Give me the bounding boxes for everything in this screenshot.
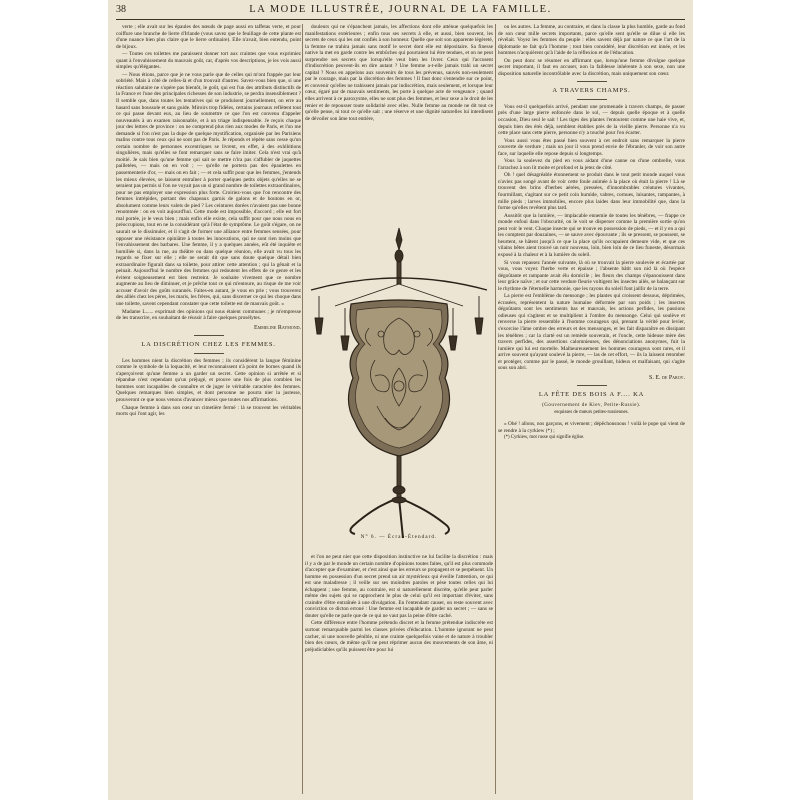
author-signature: S. E. de Parov. bbox=[648, 374, 685, 381]
column-divider-right bbox=[495, 24, 496, 794]
paragraph: Vous la soulevez du pied en vous aidant d'une canne ou d'une ombrelle, vous l'arrachez à son lit moite et profond et la jetez de côté. bbox=[498, 158, 685, 171]
paragraph: La pierre est l'emblème du mensonge ; les plantes qui croissent dessous, déprimées, écrasées, représentent la nature humaine déformée par son poids ; les insectes dégoûtants sont les sentiments bas et mauvais, les actions perfides, les passions odieuses qui s'agitent et se multiplient à l'ombre du mensonge. Celui qui soulève et renverse la pierre ressemble à l'homme courageux qui, prenant la vérité pour levier, s'exorcise l'âme ombre des erreurs et des mensonges, et les fait disparaître en dissipant les ténèbres ; car la clarté est un remède souverain, et l'oncle, cette hideuse mère des travers perfides, des assertions calomnieuses, des dénonciations anonymes, fuit la lumière qui lui est mortelle. Malheureusement les hommes courageux sont rares, et il arrive souvent qu'ayant soulevé la pierre, — las de cet effort, — ils la laissent retomber et protéger, comme par le passé, le monde grouillant, hideux et malfaisant, qui s'agite sous son abri. bbox=[498, 293, 685, 372]
journal-page bbox=[108, 0, 693, 800]
paragraph: On peut donc se résumer en affirmant que, lorsqu'une femme divulgue quelque secret important, il faut en accuser, non la faiblesse inhérente à son sexe, non une disposition naturelle incontrôlable avec la discrétion, mais uniquement son cœur. bbox=[498, 57, 685, 77]
author-signature: Emmeline Raymond. bbox=[254, 324, 301, 331]
paragraph: douleurs qui ne s'épanchent jamais, les affections dont elle atténue quelquefois les manifestations extérieures ; enfin tous ses secrets à elle, et aussi, bien souvent, les secrets de ceux qui les ont confiés à son honneur. Quelle que soit son apparente légèreté, la femme ne trahira jamais sans motif le secret dont elle est dépositaire. Sa finesse native la met en garde contre les embûches qui pourraient lui être tendues, et on ne peut surprendre ses secrets que lorsqu'elle veut bien les livrer. Ceux qui l'accusent d'indiscrétion peuvent-ils en dire autant ? Une femme a-t-elle jamais trahi un secret capital ? Nous en appelons aux souvenirs de tous les prévenus, sauvés non-seulement par le courage, mais par la discrétion des femmes ! Il faut donc s'entendre sur ce point, et convenir qu'elles ne trahissent jamais par indiscrétion, mais seulement, et lorsque leur cœur, égaré par de mauvais sentiments, les porte à quelque acte de vengeance ; quand elles arrivent à ce paroxysme, elles ne sont plus des femmes, et leur sexe a le droit de les renier et de repousser toute solidarité avec elles. Nulle femme au monde ne dit tout ce qu'elle pense, ni tout ce qu'elle sait ; une réserve et une dignité naturelles lui interdisent de dévoiler son âme tout entière, bbox=[305, 24, 493, 122]
paragraph: « Ohé ! allons, nos garçons, et vivement ; dépêchonsnous ! voilà le pope qui vient de se rendre à la cyrkiew (*) ; bbox=[498, 420, 685, 434]
column-b-bottom bbox=[305, 554, 493, 794]
paragraph: Vous est-il quelquefois arrivé, pendant une promenade à travers champs, de passer près d'une large pierre enfoncée dans le sol, — depuis quelle époque et à quelle occasion, Dieu seul le sait ! Les tiges des plantes l'entourent comme une haie vive, et, depuis bien des étés déjà, semblent établies près de la vieille pierre. Personne n'a vu cette place sans cette pierre, personne n'y a touché pour l'en écarter. bbox=[498, 103, 685, 137]
paragraph: Oh ! quel désagréable étonnement se produit dans le tout petit monde auquel vous n'aviez pas songé avant de voir cette foule animée à la place où était la pierre ! Là se trouvent des brins d'herbes aérées, pressées, d'innombrables créatures vivantes, fourmillant, s'agitant sur ce petit coin humide, vabres, cornues, luisantes, rampantes, à mille pieds ; larves immobiles, encore plus laides dans leur immobilité que, dans la forme qu'elles revêtent plus tard. bbox=[498, 172, 685, 212]
section-subtitle: (Gouvernement de Kiev, Petite-Russie). bbox=[542, 402, 641, 408]
paragraph: Vous aussi vous êtes passé bien souvent à cet endroit sans remarquer la pierre couverte de verdure ; mais un jour il vous prend envie de l'ébranler, de voir son autre face, sur laquelle elle repose depuis si longtemps. bbox=[498, 137, 685, 157]
paragraph: Aussitôt que la lumière, — implacable ennemie de toutes les ténèbres, — frappe ce monde enfoui dans l'obscurité, on le voit se disperser comme la première sortie qu'on peut voir le vent. Chaque insecte qui se trouve en possession de pieds, — et il y en a qui les comptent par douzaines, — se sauve avec épouvante ; ils se pressent, se poussent, se heurtent, se hâtent jusqu'à ce que la place qu'ils occupaient demeure vide, et que ces vilains bêtes aient trouvé un noir nouveau, loin, bien loin de ce lieu funeste, désormais exposé à la chaleur et à la lumière du soleil. bbox=[498, 212, 685, 258]
section-subtitle: esquisses de mœurs petites-russiennes. bbox=[554, 410, 629, 416]
section-title: LA FÊTE DES BOIS A F.... KA bbox=[538, 391, 645, 399]
column-c bbox=[498, 24, 685, 794]
paragraph: Les hommes nient la discrétion des femmes ; ils considèrent la langue féminine comme le symbole de la loquacité, et leur reconnaissent n'à point de bornes quand ils s'aperçoivent qu'une femme a un garder un secret. Cette opinion si arrêtée et si répandue n'est cependant qu'un préjugé, et prouve une fois de plus combien les hommes sont incapables de connaître et de juger le véritable caractère des femmes. Quelques remarques bien simples, et dont personne ne pourra nier la justesse, prouveront ce que nous venons d'avancer mieux que toutes nos affirmations. bbox=[116, 357, 301, 403]
paragraph: Chaque femme à dans son cœur un cimetière fermé : là se trouvent les véritables morts qui l'ont agir, les bbox=[116, 404, 301, 418]
section-rule bbox=[194, 353, 224, 354]
fire-screen-illustration bbox=[305, 226, 493, 548]
paragraph: Cette différence entre l'homme prétendu discret et la femme prétendue indiscrète est surtout remarquable parmi les classes privées d'éducation. L'homme ignorant ne peut cacher, ni une nouvelle pénible, ni une crainte quelquefois vaine et de nature à troubler bien des cœurs, de même qu'il ne peut réprimer aucun des mouvements de son âme, ni préjudiciables qu'ils puissent être pour lui bbox=[305, 620, 493, 653]
header-rule bbox=[116, 19, 685, 20]
section-rule bbox=[194, 335, 224, 336]
page-number: 38 bbox=[116, 4, 126, 15]
page-header bbox=[116, 4, 685, 18]
section-title: A TRAVERS CHAMPS. bbox=[552, 87, 631, 95]
section-rule bbox=[577, 81, 607, 82]
column-a bbox=[116, 24, 301, 794]
column-divider-left bbox=[302, 24, 303, 794]
figure-caption: N° 6. — Écran-Étendard. bbox=[360, 534, 438, 540]
paragraph: — Nous étions, parce que je ne vous parle que de celles qui m'ont frappée par leur sobriété. Mais à côté de celles-là et d'un trouvait d'autres. Savez-vous bien que, si une réaction salutaire ne s'opère pas bientôt, le goût, qui est l'un des attributs distinctifs de la France et l'une des principales richesses de son industrie, se perdra insensiblement ? Il semble que, dans toutes les tentatives qui se produisent journellement, on erre au hasard sans boussole et sans guide. Miroirs trop fidèles, certains journaux reflètent tout ce qui passe devant eux, au lieu de soumettre ce que l'on est convenu d'appeler nouveautés à un examen raisonnable, et à un triage indispensable. Je reçois chaque jour des lettres de province : on ne comprend plus rien aux modes de Paris, et l'on me demande si l'on n'est pas la dupe de quelque mystification, organisée par les Parisiens malins contre tous ceux qui ne sont pas de Paris. Je réponds et répète sans cesse qu'un certain nombre de personnes excentriques se livrent, en effet, à des exhibitions singulières, mais qu'elles se font remarquer sans se faire imiter. Cela n'est vrai qu'à moitié. Je sais bien qu'une femme qui sait se mettre n'ira pas s'affubler de jaquettes pailletées, — mais on en voit ; — qu'elle ne portera pas des épaulettes en passementerie d'or, — mais on en fait ; — et cela suffit pour que les femmes, j'entends les mieux élevées, se laissent entraîner à porter quelques petits objets qu'elles ne se seraient pas permis si l'on ne voyait pas un si grand nombre de toilettes extraordinaires, pour ne pas employer une expression plus forte. Croiriez-vous que l'on rencontre des femmes intrépides, portant des chapeaux garnis de galons et de boutons en or, absolument comme leurs valets de pied ? Les ceintures dorées n'avaient pas une bonne renommée : on en voit aujourd'hui. Cette mode est impossible, d'accord ; elle est fort mal portée, je le veux bien ; mais enfin elle existe, cela suffit pour que nous nous en préoccupions, tout en ne la considérant qu'à l'état de symptôme. Le goût s'égare, on ne saurait se le dissimuler, et il s'agit de former une alliance entre femmes sensées, pour opposer une résistance opiniâtre à toutes les innovations, qui ne sont rien moins que l'envahissement des barbares. Une femme, il y a quelques années, eût été inquiète et humiliée si, dans la rue, au théâtre ou dans quelque réunion, elle avait vu tous les regards se fixer sur elle ; elle ne serait dit que sans doute quelque détail bien extraordinaire figurait dans sa toilette, pour attirer cette attention ; qui la gênait et la peinait. Aujourd'hui le nombre des femmes qui redoutent les effets de ce genre et les évitent soigneusement est bien restreint. Je souhaite vivement que ce nombre augmente au lieu de diminuer, et je prêche tout ce qui m'entoure, au risque de me voir accuser d'avoir des goûts surannés. Faites-en autant, je vous en prie ; vous trouverez des alliés chez les pères, les maris, les frères, qui, sans discerner ce qui les choque dans une toilette, savent cependant constater que cette toilette est de mauvais goût. » bbox=[116, 71, 301, 307]
paragraph: verte ; elle avait sur les épaules des nœuds de page aussi en taffetas verte, et pour coiffure une branche de lierre d'Irlande (vous savez que le feuillage de cette plante est d'une nuance bien plus claire que le lierre ordinaire). Elle n'avait, bien entendu, point de bijoux. bbox=[116, 24, 301, 50]
paragraph: ou les autres. La femme, au contraire, et dans la classe la plus humble, garde au fond de son cœur mille secrets importants, parce qu'elle sent qu'elle se dilue si elle les révélait. Voyez les femmes du peuple : elles savent déjà par nature ce que l'art de la diplomatie ne fait qu'à l'homme ; tout bien considéré, leur discrétion est innée, et les hommes n'acquièrent qu'à l'aide de la réflexion et de l'éducation. bbox=[498, 24, 685, 57]
section-title: LA DISCRÉTION CHEZ LES FEMMES. bbox=[141, 341, 276, 349]
column-b-top bbox=[305, 24, 493, 224]
journal-title: LA MODE ILLUSTRÉE, JOURNAL DE LA FAMILLE. bbox=[249, 4, 552, 15]
paragraph: Madame L...... exprimait des opinions qui nous étaient communes ; je m'empresse de les transcrire, en souhaitant de réussir à faire quelques prosélytes. bbox=[116, 308, 301, 322]
section-rule bbox=[577, 99, 607, 100]
footnote: (*) Cyrkiew, mot russe qui signifie église. bbox=[504, 435, 585, 441]
paragraph: Si vous repassez l'année suivante, là où se trouvait la pierre soulevée et écartée par vous, vous voyez l'herbe verte et épaisse ; l'absente bâtit son nid là où l'espèce dégoûtante et rampante avait élu domicile ; les fleurs des champs s'épanouissent dans leur grâce naïve ; et sur cette verdure fleurie voltigent les insectes ailés, se balançant sur le rhythme de l'éternelle harmonie, que les rayons du soleil font jaillir de la terre. bbox=[498, 259, 685, 292]
paragraph: et l'on ne peut nier que cette disposition instinctive ne lui facilite la discrétion : mais il y a de par le monde un certain nombre d'opinions toutes faites, qu'il est plus commode d'accepter que d'examiner, et c'est ainsi que les erreurs se propagent et se perpétuent. Un homme en possession d'un secret prend un air mystérieux qui éveille l'attention, ce qui est une maladresse ; il veille sur ses moindres paroles et pèse toutes celles qui lui échappent ; une femme, au contraire, est si naturellement discrète, qu'elle peut parler même des sujets qui se rapprochent le plus de celui qu'il est important d'éviter, sans craindre d'être entraînée à une divulgation. En l'entendant causer, on reste souvent avec conviction ce dicton erroné : Une femme est incapable de garder un secret ; — sans se douter qu'elle ne parle que de ce qui ne vaut pas la peine d'être caché. bbox=[305, 554, 493, 619]
section-rule bbox=[577, 385, 607, 386]
paragraph: — Toutes ces toilettes me paraissent donner tort aux craintes que vous exprimiez quant à l'envahissement du mauvais goût, car, d'après vos descriptions, je les vois aussi simples qu'élégantes. bbox=[116, 51, 301, 71]
